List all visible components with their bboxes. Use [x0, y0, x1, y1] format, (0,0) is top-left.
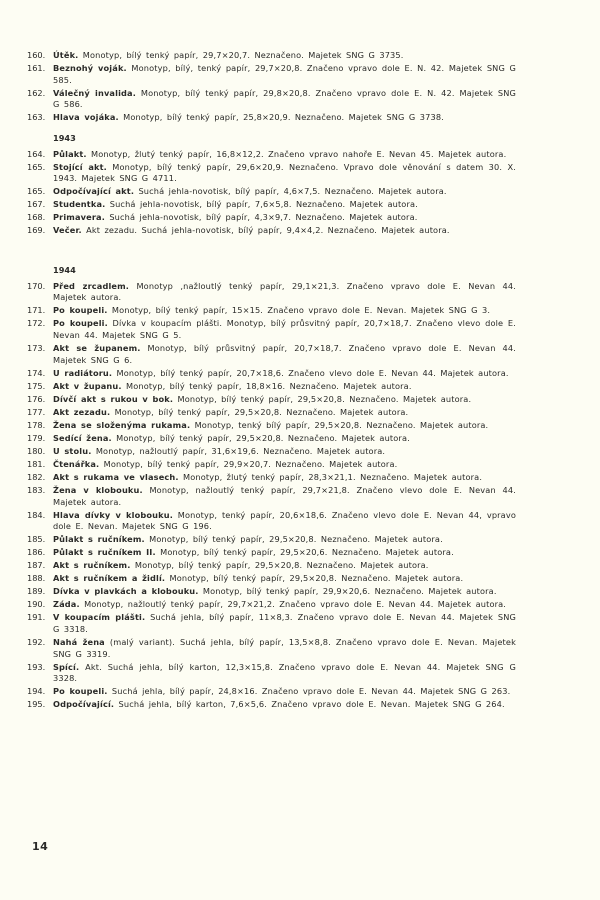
entry-title: Akt zezadu. [53, 406, 111, 417]
entry-text: Monotyp, tenký papír, 20,6×18,6. Značeno vlevo dole E. Nevan 44, vpravo dole E. Nevan. Majetek SNG G 196. [53, 509, 516, 532]
catalog-entry [27, 472, 516, 484]
entry-number: 165. [27, 186, 46, 197]
catalog-entry [27, 534, 516, 546]
entry-title: Hlava dívky v klobouku. [53, 509, 173, 520]
catalog-entry [27, 637, 516, 660]
entry-number: 179. [27, 432, 46, 443]
catalog-entry [27, 225, 516, 237]
page-number: 14 [32, 840, 49, 853]
entry-title: Po koupeli. [53, 318, 108, 329]
entry-title: Spící. [53, 661, 80, 672]
entry-title: Válečný invalida. [53, 87, 136, 98]
entry-text: Monotyp, bílý tenký papír, 29,8×20,8. Značeno vpravo dole E. N. 42. Majetek SNG G 586. [53, 87, 516, 110]
catalog-entry [27, 112, 516, 124]
entry-title: Půlakt s ručníkem. [53, 534, 145, 545]
year-heading: 1944 [53, 265, 76, 275]
entry-number: 185. [27, 534, 46, 545]
entry-number: 182. [27, 471, 46, 482]
catalog-entry [27, 599, 516, 611]
catalog-entry [27, 420, 516, 432]
entry-title: Akt v županu. [53, 380, 122, 391]
entry-text: Monotyp, bílý tenký papír, 29,9×20,7. Neznačeno. Majetek autora. [99, 458, 398, 469]
catalog-entry [27, 368, 516, 380]
entry-number: 161. [27, 63, 46, 73]
entry-number: 174. [27, 367, 46, 378]
entry-number: 176. [27, 393, 46, 404]
entry-number: 162. [27, 87, 46, 98]
entry-number: 178. [27, 419, 46, 430]
entry-title: Beznohý voják. [53, 63, 127, 73]
catalog-entry [27, 394, 516, 406]
entry-number: 180. [27, 445, 46, 456]
catalog-entry [27, 407, 516, 419]
entry-text: Akt. Suchá jehla, bílý karton, 12,3×15,8. Značeno vpravo dole E. Nevan 44. Majetek SNG G 3328. [53, 661, 516, 684]
entry-text: Monotyp, bílý tenký papír, 20,7×18,6. Značeno vlevo dole E. Nevan 44. Majetek autora. [112, 367, 509, 378]
entry-number: 192. [27, 636, 46, 647]
entry-title: Útěk. [53, 50, 79, 60]
entry-title: Primavera. [53, 212, 105, 223]
entry-text: Suchá jehla, bílý papír, 24,8×16. Značeno vpravo dole E. Nevan 44. Majetek SNG G 263. [107, 686, 511, 697]
catalog-entry [27, 305, 516, 317]
entry-number: 173. [27, 343, 46, 354]
entry-number: 160. [27, 50, 46, 60]
entry-title: U radiátoru. [53, 367, 113, 378]
entry-title: Po koupeli. [53, 305, 108, 316]
entry-number: 168. [27, 212, 46, 223]
entry-number: 190. [27, 599, 46, 610]
entry-text: Monotyp, tenký bílý papír, 29,5×20,8. Neznačeno. Majetek autora. [190, 419, 489, 430]
entry-title: Půlakt s ručníkem II. [53, 547, 156, 558]
catalog-entry [27, 459, 516, 471]
entry-number: 183. [27, 484, 46, 495]
entry-title: Po koupeli. [53, 686, 108, 697]
entry-title: Před zrcadlem. [53, 280, 130, 291]
entry-title: Akt s ručníkem a židlí. [53, 573, 166, 584]
entry-title: Akt s ručníkem. [53, 560, 131, 571]
entry-number: 171. [27, 305, 46, 316]
entry-number: 177. [27, 406, 46, 417]
catalog-entry [27, 199, 516, 211]
catalog-entry [27, 686, 516, 698]
year-heading: 1943 [53, 133, 76, 143]
catalog-section-1943 [27, 133, 516, 238]
entry-title: Žena v klobouku. [53, 484, 143, 495]
entry-text: Monotyp, bílý průsvitný papír, 20,7×18,7. Značeno vpravo dole E. Nevan 44. Majetek SNG G 6. [53, 343, 516, 365]
entry-text: Monotyp, bílý, tenký papír, 29,7×20,8. Značeno vpravo dole E. N. 42. Majetek SNG G 585. [53, 63, 516, 85]
catalog-entry [27, 149, 516, 161]
entry-text: Monotyp, bílý tenký papír, 29,5×20,8. Neznačeno. Majetek autora. [144, 534, 443, 545]
catalog-entry [27, 63, 516, 86]
catalog-section-untitled [27, 50, 516, 125]
entry-number: 169. [27, 225, 46, 236]
catalog-entry [27, 343, 516, 366]
catalog-entry [27, 573, 516, 585]
entry-text: Monotyp ,nažloutlý tenký papír, 29,1×21,3. Značeno vpravo dole E. Nevan 44. Majetek autora. [53, 280, 517, 303]
entry-text: Monotyp, nažloutlý tenký papír, 29,7×21,2. Značeno vpravo dole E. Nevan 44. Majetek autora. [79, 599, 507, 610]
catalog-entry [27, 446, 516, 458]
entry-text: Monotyp, bílý tenký papír, 29,5×20,8. Neznačeno. Majetek autora. [165, 573, 464, 584]
entry-text: Monotyp, bílý tenký papír, 29,7×20,7. Neznačeno. Majetek SNG G 3735. [78, 50, 404, 60]
entry-title: Nahá žena [53, 636, 105, 647]
entry-number: 163. [27, 112, 46, 123]
entry-number: 184. [27, 509, 46, 520]
entry-text: Monotyp, bílý tenký papír, 15×15. Značeno vpravo dole E. Nevan. Majetek SNG G 3. [107, 305, 491, 316]
entry-number: 172. [27, 318, 46, 329]
entry-text: (malý variant). Suchá jehla, bílý papír, 13,5×8,8. Značeno vpravo dole E. Nevan. Majetek SNG G 3319. [53, 636, 516, 659]
entry-number: 195. [27, 699, 46, 710]
entry-text: Akt zezadu. Suchá jehla-novotisk, bílý papír, 9,4×4,2. Neznačeno. Majetek autora. [81, 225, 450, 236]
entry-text: Monotyp, nažloutlý papír, 31,6×19,6. Neznačeno. Majetek autora. [91, 445, 386, 456]
entry-number: 189. [27, 586, 46, 597]
entry-title: Dívčí akt s rukou v bok. [53, 393, 174, 404]
entry-title: Čtenářka. [53, 458, 100, 469]
entry-number: 164. [27, 148, 46, 159]
entry-text: Monotyp, nažloutlý tenký papír, 29,7×21,8. Značeno vlevo dole E. Nevan 44. Majetek autora. [53, 484, 516, 507]
entry-text: Monotyp, bílý tenký papír, 29,5×20,6. Neznačeno. Majetek autora. [155, 547, 454, 558]
catalog-entry [27, 212, 516, 224]
entry-title: Dívka v plavkách a klobouku. [53, 586, 199, 597]
entry-title: Půlakt. [53, 148, 87, 159]
catalog-entry [27, 699, 516, 711]
entry-title: Odpočívající akt. [53, 186, 135, 197]
entry-text: Monotyp, žlutý tenký papír, 28,3×21,1. Neznačeno. Majetek autora. [178, 471, 483, 482]
catalog-entry [27, 88, 516, 111]
catalog-entry [27, 510, 516, 533]
entry-title: U stolu. [53, 445, 92, 456]
entry-title: Záda. [53, 599, 80, 610]
entry-number: 193. [27, 661, 46, 672]
entry-number: 167. [27, 199, 46, 210]
catalog-entry [27, 186, 516, 198]
entry-title: Akt s rukama ve vlasech. [53, 471, 179, 482]
catalog-entry [27, 485, 516, 508]
entry-title: Sedící žena. [53, 432, 112, 443]
entry-text: Dívka v koupacím plášti. Monotyp, bílý průsvitný papír, 20,7×18,7. Značeno vlevo dole E. Nevan 44. Majetek SNG G 5. [53, 318, 516, 341]
catalog-entry [27, 162, 516, 185]
entry-number: 165. [27, 161, 46, 172]
entry-title: Akt se županem. [53, 343, 141, 354]
entry-text: Monotyp, žlutý tenký papír, 16,8×12,2. Značeno vpravo nahoře E. Nevan 45. Majetek autora. [86, 148, 507, 159]
entry-number: 170. [27, 280, 46, 291]
catalog-entry [27, 381, 516, 393]
entry-number: 175. [27, 380, 46, 391]
entry-text: Monotyp, bílý tenký papír, 29,5×20,8. Neznačeno. Majetek autora. [130, 560, 429, 571]
entry-text: Suchá jehla, bílý papír, 11×8,3. Značeno vpravo dole E. Nevan 44. Majetek SNG G 3318. [53, 612, 516, 634]
entry-number: 191. [27, 612, 46, 623]
entry-text: Suchá jehla-novotisk, bílý papír, 7,6×5,8. Neznačeno. Majetek autora. [105, 199, 418, 210]
entry-text: Monotyp, bílý tenký papír, 25,8×20,9. Neznačeno. Majetek SNG G 3738. [118, 112, 444, 123]
catalog-entry [27, 612, 516, 635]
entry-text: Suchá jehla-novotisk, bílý papír, 4,6×7,5. Neznačeno. Majetek autora. [134, 186, 447, 197]
entry-title: V koupacím plášti. [53, 612, 146, 623]
entry-text: Suchá jehla-novotisk, bílý papír, 4,3×9,7. Neznačeno. Majetek autora. [104, 212, 418, 223]
catalog-entry [27, 318, 516, 341]
catalog-entry [27, 433, 516, 445]
entry-title: Studentka. [53, 199, 106, 210]
entry-text: Monotyp, bílý tenký papír, 29,5×20,8. Neznačeno. Majetek autora. [110, 406, 409, 417]
entry-title: Odpočívající. [53, 699, 115, 710]
catalog-entry [27, 560, 516, 572]
entry-title: Žena se složenýma rukama. [53, 419, 191, 430]
catalog-section-1944 [27, 265, 516, 712]
catalog-entry [27, 281, 516, 304]
entry-text: Monotyp, bílý tenký papír, 18,8×16. Neznačeno. Majetek autora. [121, 380, 412, 391]
entry-text: Monotyp, bílý tenký papír, 29,5×20,8. Neznačeno. Majetek autora. [173, 393, 472, 404]
entry-number: 194. [27, 686, 46, 697]
entry-title: Večer. [53, 225, 82, 236]
catalog-entry [27, 50, 516, 62]
entry-text: Monotyp, bílý tenký papír, 29,6×20,9. Neznačeno. Vpravo dole věnování s datem 30. X. 1943. Majetek SNG G 4711. [53, 161, 517, 184]
entry-title: Stojící akt. [53, 161, 107, 172]
entry-text: Suchá jehla, bílý karton, 7,6×5,6. Značeno vpravo dole E. Nevan. Majetek SNG G 264. [114, 699, 505, 710]
entry-number: 186. [27, 547, 46, 558]
entry-number: 181. [27, 458, 46, 469]
entry-text: Monotyp, bílý tenký papír, 29,9×20,6. Neznačeno. Majetek autora. [198, 586, 497, 597]
catalog-entry [27, 662, 516, 685]
entry-text: Monotyp, bílý tenký papír, 29,5×20,8. Neznačeno. Majetek autora. [111, 432, 410, 443]
catalog-entry [27, 586, 516, 598]
entry-number: 187. [27, 560, 46, 571]
catalog-entry [27, 547, 516, 559]
entry-title: Hlava vojáka. [53, 112, 119, 123]
entry-number: 188. [27, 573, 46, 584]
